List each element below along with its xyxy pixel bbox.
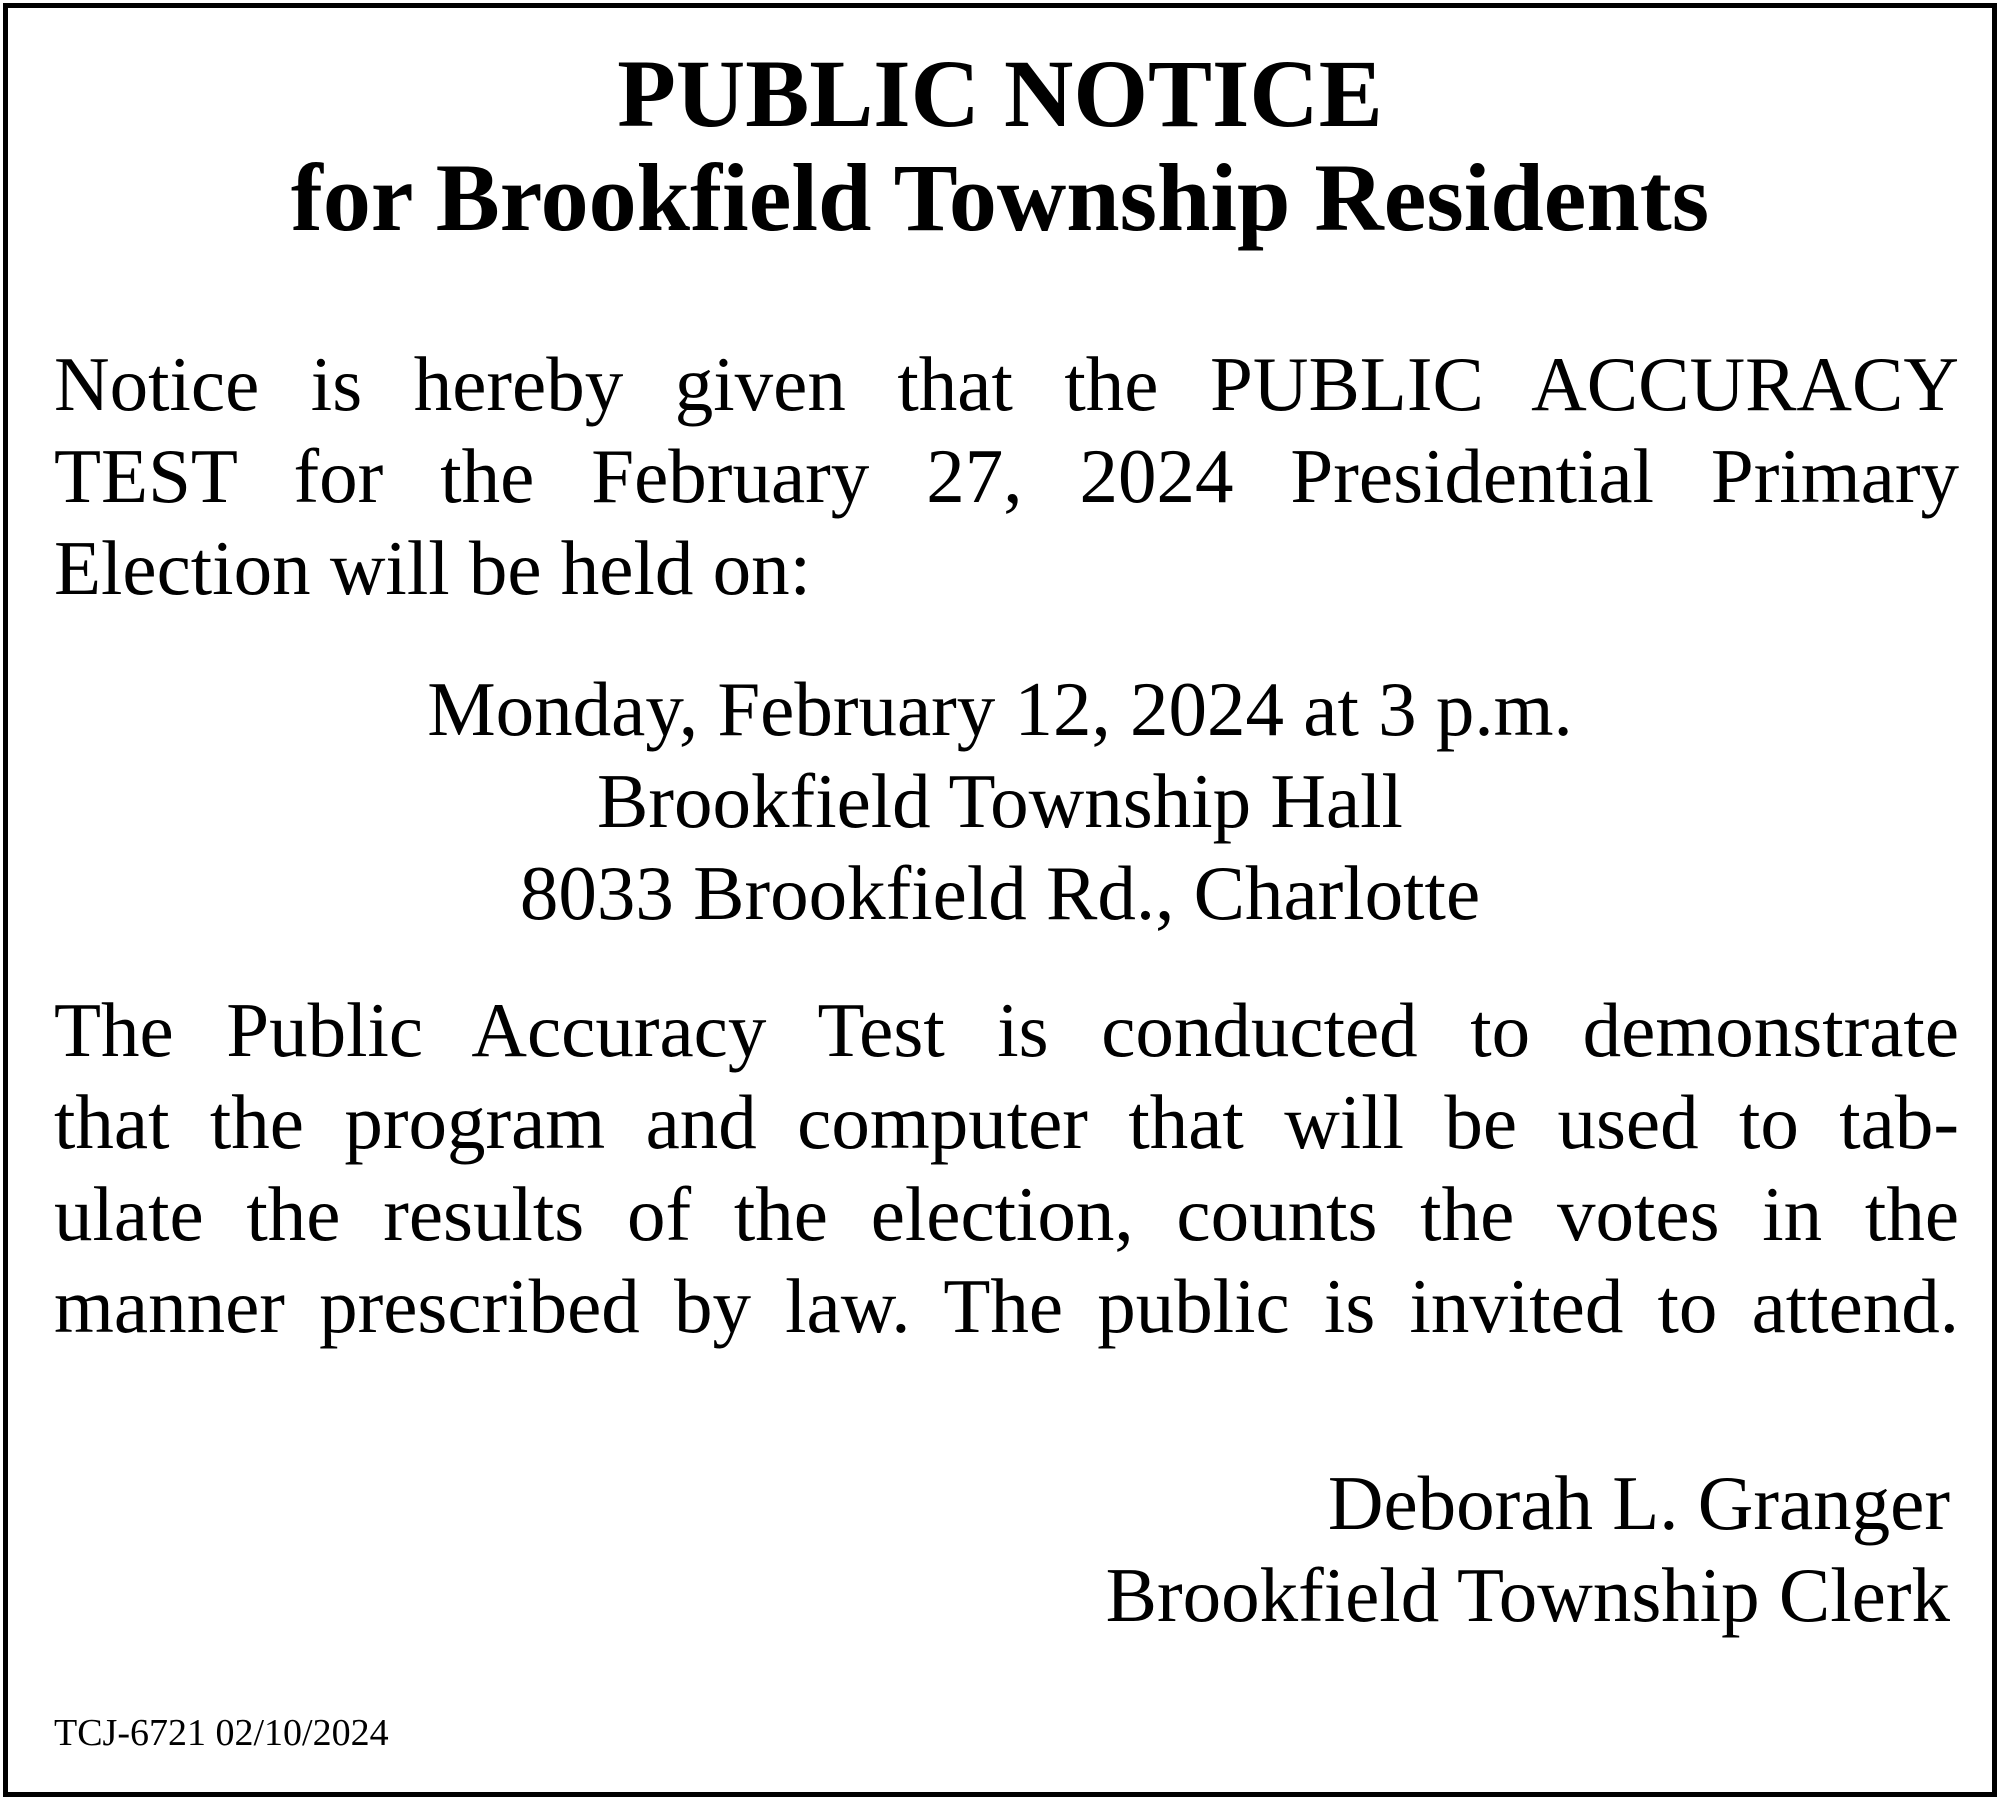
purpose-line: The Public Accuracy Test is conducted to demonstrate — [54, 987, 1959, 1073]
event-address: 8033 Brookfield Rd., Charlotte — [519, 850, 1481, 936]
intro-paragraph — [54, 338, 1959, 614]
event-details — [8, 663, 1992, 939]
intro-line: Notice is hereby given that the PUBLIC ACCURACY — [54, 341, 1959, 427]
purpose-line: ulate the results of the election, counts the votes in the — [54, 1171, 1959, 1257]
notice-title: PUBLIC NOTICE — [617, 40, 1383, 147]
intro-line: TEST for the February 27, 2024 Presidential Primary — [54, 433, 1959, 519]
signer-name: Deborah L. Granger — [1327, 1460, 1950, 1546]
event-date-time: Monday, February 12, 2024 at 3 p.m. — [427, 666, 1573, 752]
signer-title: Brookfield Township Clerk — [1105, 1552, 1950, 1638]
publication-code: TCJ-6721 02/10/2024 — [54, 1712, 389, 1754]
event-venue: Brookfield Township Hall — [597, 758, 1403, 844]
signature-block — [1106, 1457, 1950, 1641]
intro-line: Election will be held on: — [54, 525, 811, 611]
purpose-line: that the program and computer that will be used to tab- — [54, 1079, 1959, 1165]
public-notice — [3, 3, 1997, 1797]
purpose-line: manner prescribed by law. The public is invited to attend. — [54, 1263, 1959, 1349]
notice-subtitle: for Brookfield Township Residents — [290, 144, 1710, 251]
purpose-paragraph — [54, 984, 1959, 1352]
